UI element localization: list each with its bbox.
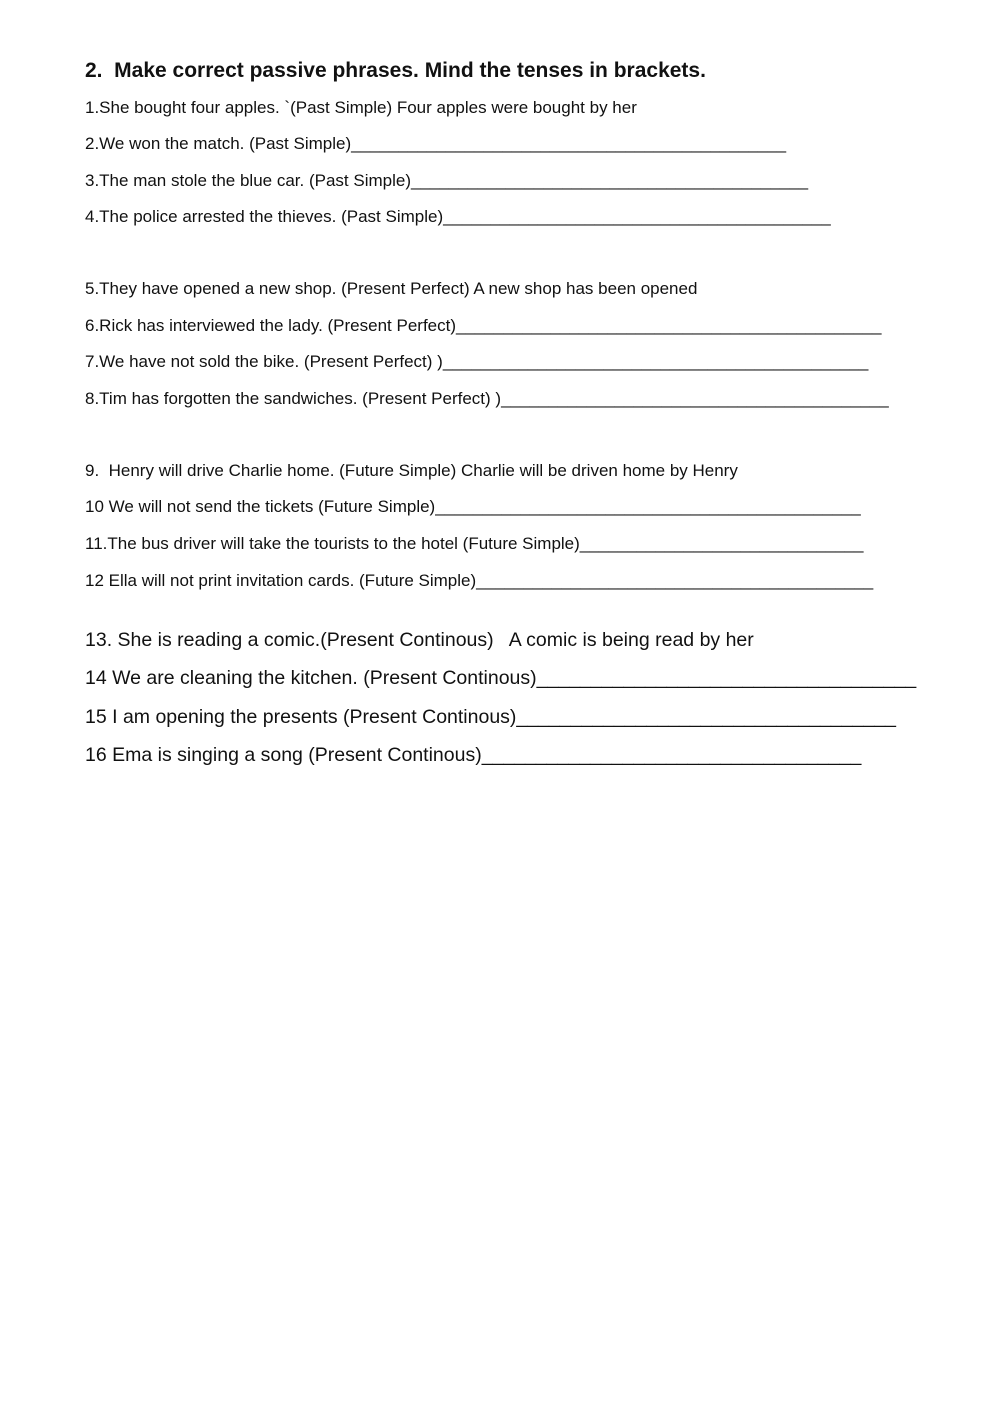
sentence-text: 13. She is reading a comic.(Present Continous) A comic is being read by her — [85, 629, 754, 651]
sentence-10 — [85, 495, 861, 519]
sentence-9 — [85, 459, 738, 483]
sentence-text: 8.Tim has forgotten the sandwiches. (Present Perfect) ) — [85, 389, 502, 408]
answer-blank[interactable]: _____________________________________________ — [442, 352, 869, 371]
answer-blank[interactable]: ______________________________ — [579, 534, 864, 553]
sentence-text: 10 We will not send the tickets (Future Simple) — [85, 497, 436, 516]
sentence-5 — [85, 277, 697, 301]
answer-blank[interactable]: _________________________________________ — [443, 207, 831, 226]
answer-blank[interactable]: _________________________________________ — [501, 389, 889, 408]
sentence-text: 16 Ema is singing a song (Present Continous) — [85, 744, 482, 766]
answer-blank[interactable]: ___________________________________ — [516, 706, 896, 728]
sentence-text: 2.We won the match. (Past Simple) — [85, 134, 352, 153]
sentence-text: 7.We have not sold the bike. (Present Perfect) ) — [85, 352, 443, 371]
sentence-8 — [85, 387, 889, 411]
sentence-text: 4.The police arrested the thieves. (Past Simple) — [85, 207, 444, 226]
sentence-4 — [85, 205, 831, 229]
sentence-text: 1.She bought four apples. `(Past Simple) Four apples were bought by her — [85, 98, 637, 117]
answer-blank[interactable]: __________________________________________ — [476, 571, 874, 590]
sentence-text: 9. Henry will drive Charlie home. (Future Simple) Charlie will be driven home by Henry — [85, 461, 738, 480]
sentence-text: 3.The man stole the blue car. (Past Simple) — [85, 171, 411, 190]
sentence-1 — [85, 96, 637, 120]
answer-blank[interactable]: _____________________________________________ — [456, 316, 882, 335]
sentence-text: 14 We are cleaning the kitchen. (Present Continous) — [85, 667, 537, 689]
sentence-11 — [85, 532, 863, 556]
answer-blank[interactable]: __________________________________________ — [411, 171, 809, 190]
sentence-text: 12 Ella will not print invitation cards. (Future Simple) — [85, 571, 477, 590]
exercise-heading: 2. Make correct passive phrases. Mind the tenses in brackets. — [85, 59, 706, 82]
sentence-6 — [85, 314, 881, 338]
sentence-14 — [85, 665, 916, 691]
sentence-2 — [85, 132, 786, 156]
sentence-text: 15 I am opening the presents (Present Continous) — [85, 706, 517, 728]
sentence-15 — [85, 704, 896, 730]
answer-blank[interactable]: ___________________________________ — [536, 667, 917, 689]
sentence-text: 6.Rick has interviewed the lady. (Present Perfect) — [85, 316, 457, 335]
answer-blank[interactable]: _____________________________________________ — [435, 497, 861, 516]
sentence-text: 5.They have opened a new shop. (Present Perfect) A new shop has been opened — [85, 279, 698, 298]
answer-blank[interactable]: ___________________________________ — [481, 744, 862, 766]
answer-blank[interactable]: ______________________________________________ — [351, 134, 787, 153]
sentence-16 — [85, 742, 861, 768]
sentence-7 — [85, 350, 868, 374]
sentence-text: 11.The bus driver will take the tourists to the hotel (Future Simple) — [85, 534, 580, 553]
sentence-13 — [85, 627, 754, 653]
sentence-12 — [85, 569, 873, 593]
sentence-3 — [85, 169, 808, 193]
